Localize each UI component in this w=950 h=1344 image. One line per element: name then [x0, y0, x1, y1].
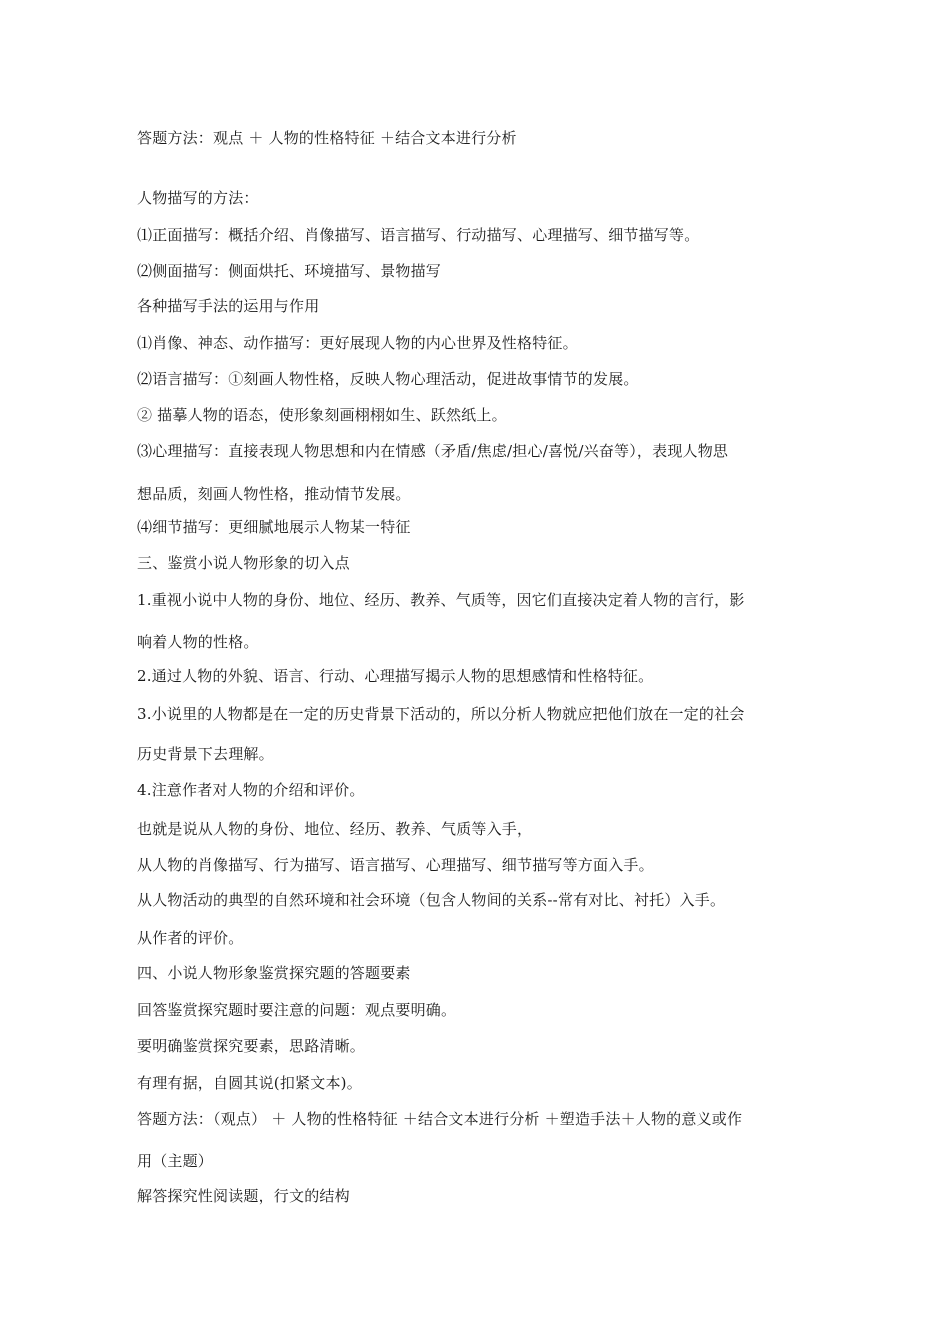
section-heading-character-description: 人物描写的方法：: [137, 189, 259, 207]
paragraph-line: 从作者的评价。: [137, 929, 244, 947]
paragraph-line: 从人物的肖像描写、行为描写、语言描写、心理描写、细节描写等方面入手。: [137, 856, 654, 874]
paragraph-line: 有理有据，自圆其说(扣紧文本)。: [137, 1074, 362, 1092]
paragraph-line: ⑶心理描写：直接表现人物思想和内在情感（矛盾/焦虑/担心/喜悦/兴奋等），表现人物思: [137, 442, 729, 460]
paragraph-line: 解答探究性阅读题，行文的结构: [137, 1187, 350, 1205]
paragraph-line: 想品质，刻画人物性格，推动情节发展。: [137, 485, 411, 503]
paragraph-line: ⑷细节描写：更细腻地展示人物某一特征: [137, 518, 411, 536]
paragraph-line: ⑴肖像、神态、动作描写：更好展现人物的内心世界及性格特征。: [137, 334, 578, 352]
paragraph-line: 用（主题）: [137, 1152, 214, 1170]
paragraph-line: 2.通过人物的外貌、语言、行动、心理描写揭示人物的思想感情和性格特征。: [137, 667, 654, 685]
paragraph-line: 响着人物的性格。: [137, 633, 259, 651]
section-heading-techniques: 各种描写手法的运用与作用: [137, 297, 320, 315]
paragraph-line: 从人物活动的典型的自然环境和社会环境（包含人物间的关系--常有对比、衬托）入手。: [137, 891, 726, 909]
paragraph-line: ⑵侧面描写：侧面烘托、环境描写、景物描写: [137, 262, 442, 280]
paragraph-line: 也就是说从人物的身份、地位、经历、教养、气质等入手，: [137, 820, 533, 838]
section-heading-four: 四、小说人物形象鉴赏探究题的答题要素: [137, 964, 411, 982]
answer-method-line: 答题方法：观点 ＋ 人物的性格特征 ＋结合文本进行分析: [137, 129, 517, 147]
paragraph-line: 要明确鉴赏探究要素，思路清晰。: [137, 1037, 366, 1055]
paragraph-line: 1.重视小说中人物的身份、地位、经历、教养、气质等，因它们直接决定着人物的言行，影: [137, 591, 745, 609]
answer-method-line-full: 答题方法：（观点） ＋ 人物的性格特征 ＋结合文本进行分析 ＋塑造手法＋人物的意义或作: [137, 1110, 743, 1128]
paragraph-line: 回答鉴赏探究题时要注意的问题：观点要明确。: [137, 1001, 457, 1019]
paragraph-line: ⑴正面描写：概括介绍、肖像描写、语言描写、行动描写、心理描写、细节描写等。: [137, 226, 700, 244]
paragraph-line: ⑵语言描写：①刻画人物性格，反映人物心理活动，促进故事情节的发展。: [137, 370, 639, 388]
paragraph-line: 历史背景下去理解。: [137, 745, 274, 763]
paragraph-line: ② 描摹人物的语态，使形象刻画栩栩如生、跃然纸上。: [137, 406, 507, 424]
paragraph-line: 3.小说里的人物都是在一定的历史背景下活动的，所以分析人物就应把他们放在一定的社会: [137, 705, 745, 723]
section-heading-three: 三、鉴赏小说人物形象的切入点: [137, 554, 350, 572]
paragraph-line: 4.注意作者对人物的介绍和评价。: [137, 781, 365, 799]
